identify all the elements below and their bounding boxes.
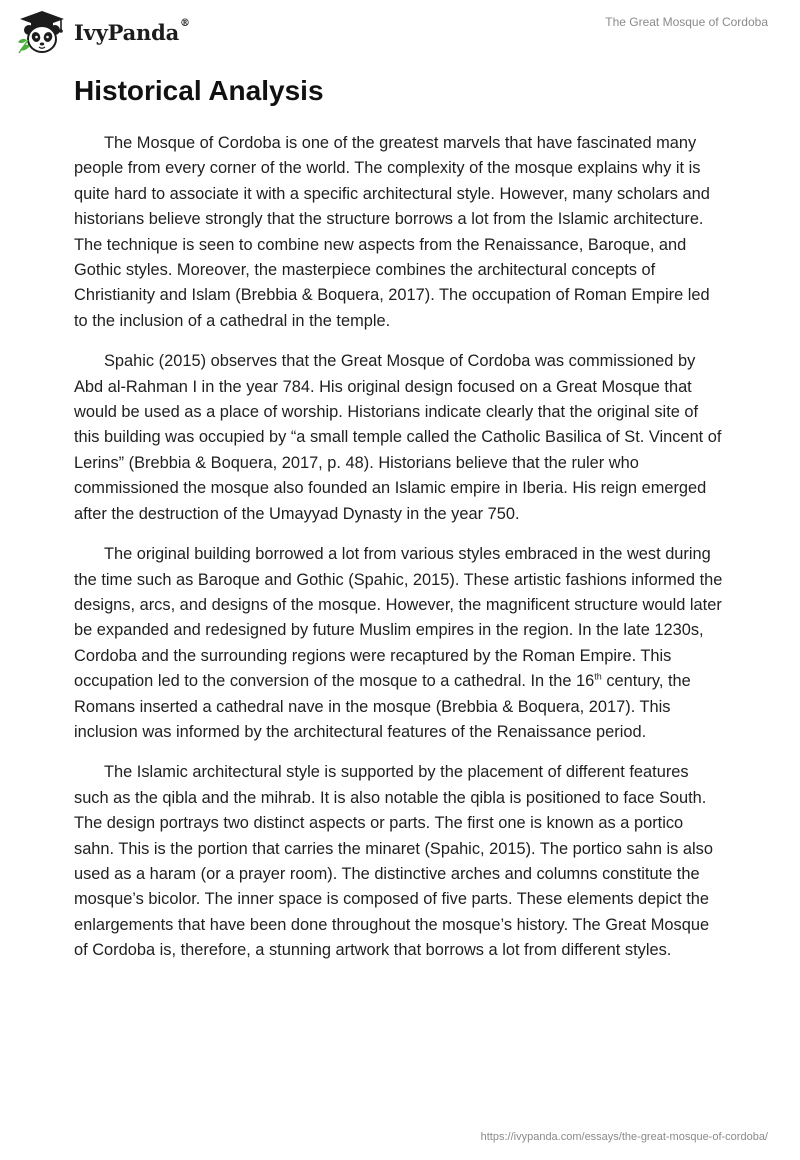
page-header [0,0,800,60]
article-content [74,74,726,964]
brand-name-text: IvyPanda [74,19,180,45]
paragraph-1: The Mosque of Cordoba is one of the greatest marvels that have fascinated many people from every corner of the world. The complexity of the mosque explains why it is quite hard to associate it with a specific architectural style. However, many scholars and historians believe strongly that the structure borrows a lot from the Islamic architecture. The technique is seen to combine new aspects from the Renaissance, Baroque, and Gothic styles. Moreover, the masterpiece combines the architectural concepts of Christianity and Islam (Brebbia & Boquera, 2017). The occupation of Roman Empire led to the inclusion of a cathedral in the temple. [74,134,710,330]
paragraph-4: The Islamic architectural style is supported by the placement of different features such as the qibla and the mihrab. It is also notable the qibla is positioned to face South. The design portrays two distinct aspects or parts. The first one is known as a portico sahn. This is the portion that carries the minaret (Spahic, 2015). The portico sahn is also used as a haram (or a prayer room). The distinctive arches and columns constitute the mosque’s bicolor. The inner space is composed of five parts. These elements depict the enlargements that have been done throughout the mosque’s history. The Great Mosque of Cordoba is, therefore, a stunning artwork that borrows a lot from different styles. [74,763,713,960]
brand-name [74,17,190,45]
brand-logo[interactable] [16,10,190,54]
paragraph-3 [74,542,726,745]
paragraph-2: Spahic (2015) observes that the Great Mosque of Cordoba was commissioned by Abd al-Rahman I in the year 784. His original design focused on a Great Mosque that would be used as a place of worship. Historians indicate clearly that the original site of this building was occupied by “a small temple called the Catholic Basilica of St. Vincent of Lerins” (Brebbia & Boquera, 2017, p. 48). Historians believe that the ruler who commissioned the mosque also founded an Islamic empire in Iberia. His reign emerged after the destruction of the Umayyad Dynasty in the year 750. [74,352,722,523]
section-heading: Historical Analysis [74,75,324,106]
ordinal-superscript: th [594,671,602,682]
registered-mark: ® [180,17,190,29]
paragraph-3-text-b: century, the Romans inserted a cathedral nave in the mosque (Brebbia & Boquera, 2017). This inclusion was informed by the architectural features of the Renaissance period. [74,672,691,741]
panda-graduate-icon [16,10,68,54]
document-title: The Great Mosque of Cordoba [605,15,768,29]
paragraph-3-text-a: The original building borrowed a lot from various styles embraced in the west during the time such as Baroque and Gothic (Spahic, 2015). These artistic fashions informed the designs, arcs, and designs of the mosque. However, the magnificent structure would later be expanded and redesigned by future Muslim empires in the region. In the late 1230s, Cordoba and the surrounding regions were recaptured by the Roman Empire. This occupation led to the conversion of the mosque to a cathedral. In the 16 [74,545,723,691]
source-url-link[interactable]: https://ivypanda.com/essays/the-great-mosque-of-cordoba/ [480,1131,768,1143]
